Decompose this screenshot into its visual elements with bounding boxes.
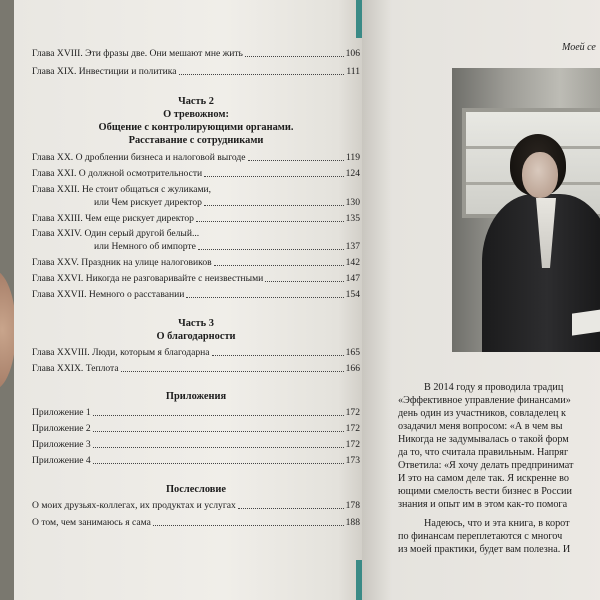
part2-title-2: Общение с контролирующими органами.	[98, 122, 294, 133]
text-line: Никогда не задумывалась о такой форм	[398, 434, 569, 445]
part2-label: Часть 2	[178, 96, 214, 107]
text-line: из моей практики, будет вам полезна. И	[398, 544, 571, 555]
toc-entry: или Чем рискует директор 130	[94, 197, 360, 208]
text-line: ющими смелость вести бизнес в России	[398, 486, 572, 497]
toc-entry: О том, чем занимаюсь я сама 188	[32, 517, 360, 528]
toc-entry: Глава XXVII. Немного о расставании 154	[32, 289, 360, 300]
toc-entry: Глава XXVIII. Люди, которым я благодарна 165	[32, 347, 360, 358]
toc-entry: Глава XXI. О должной осмотрительности 124	[32, 168, 360, 179]
toc-entry: Приложение 1 172	[32, 407, 360, 418]
part3-title: О благодарности	[156, 331, 236, 342]
toc-entry: Приложение 3 172	[32, 439, 360, 450]
author-photo	[452, 68, 600, 352]
text-page	[362, 0, 600, 600]
text-line: знания и опыт им в этом как-то помога	[398, 499, 568, 510]
text-line: Ответила: «Я хочу делать предпринимат	[398, 460, 574, 471]
toc-entry: Глава XIX. Инвестиции и политика 111	[32, 66, 360, 77]
afterword-heading: Послесловие	[165, 484, 227, 495]
text-line: И это на самом деле так. Я искренне во	[398, 473, 569, 484]
text-line: В 2014 году я проводила традиц	[424, 382, 564, 393]
running-head: Моей се	[562, 42, 596, 53]
text-line: по финансам переплетаются с многоч	[398, 531, 563, 542]
text-line: день один из участников, совладелец к	[398, 408, 567, 419]
text-line: озадачил меня вопросом: «А в чем вы	[398, 421, 563, 432]
toc-entry: Глава XXVI. Никогда не разговаривайте с неизвестными 147	[32, 273, 360, 284]
toc-entry: Приложение 4 173	[32, 455, 360, 466]
toc-entry: Глава XX. О дроблении бизнеса и налоговой выгоде 119	[32, 152, 360, 163]
text-line: да то, что считала правильным. Напряг	[398, 447, 569, 458]
person-face	[522, 152, 558, 198]
toc-entry-first-line: Глава XXIV. Один серый другой белый...	[32, 228, 200, 239]
part2-title-3: Расставание с сотрудниками	[128, 135, 264, 146]
toc-page	[14, 0, 366, 600]
part3-label: Часть 3	[178, 318, 214, 329]
toc-entry: Глава XVIII. Эти фразы две. Они мешают мне жить 106	[32, 48, 360, 59]
part2-title-1: О тревожном:	[163, 109, 229, 120]
toc-entry-first-line: Глава XXII. Не стоит общаться с жуликами,	[32, 184, 212, 195]
appendices-heading: Приложения	[165, 391, 227, 402]
toc-entry: Глава XXV. Праздник на улице налоговиков 142	[32, 257, 360, 268]
text-line: «Эффективное управление финансами»	[398, 395, 571, 406]
toc-entry: или Немного об импорте 137	[94, 241, 360, 252]
toc-entry: Глава XXIX. Теплота 166	[32, 363, 360, 374]
toc-entry: Приложение 2 172	[32, 423, 360, 434]
toc-entry: Глава XXIII. Чем еще рискует директор 135	[32, 213, 360, 224]
text-line: Надеюсь, что и эта книга, в корот	[424, 518, 570, 529]
toc-entry: О моих друзьях-коллегах, их продуктах и услугах 178	[32, 500, 360, 511]
